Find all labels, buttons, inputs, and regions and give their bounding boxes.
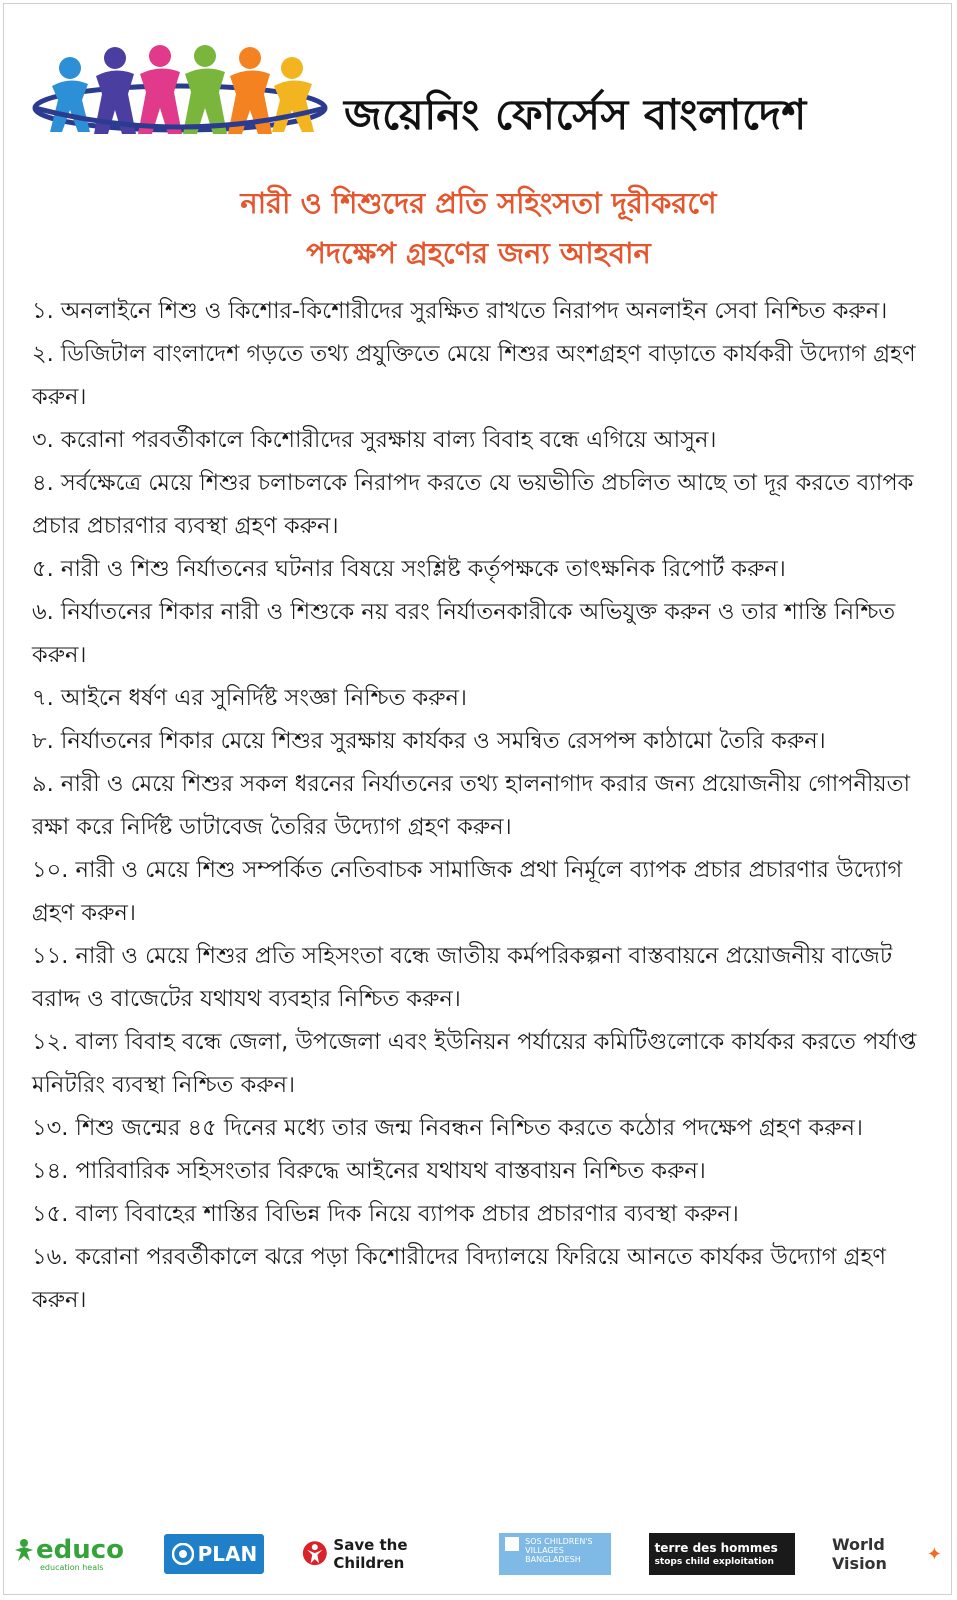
educo-logo xyxy=(12,1531,127,1577)
headline-line-1: নারী ও শিশুদের প্রতি সহিংসতা দূরীকরণে xyxy=(240,186,717,220)
list-item: ৯. নারী ও মেয়ে শিশুর সকল ধরনের নির্যাতনের তথ্য হালনাগাদ করার জন্য প্রয়োজনীয় গোপনীয়তা রক্ষা করে নির্দিষ্ট ডাটাবেজ তৈরির উদ্যোগ গ্রহণ করুন। xyxy=(32,771,911,840)
save-the-children-name: Save the Children xyxy=(333,1536,408,1572)
educo-figure-icon xyxy=(12,1538,36,1562)
list-item: ১৩. শিশু জন্মের ৪৫ দিনের মধ্যে তার জন্ম নিবন্ধন নিশ্চিত করতে কঠোর পদক্ষেপ গ্রহণ করুন। xyxy=(32,1115,863,1141)
save-the-children-logo xyxy=(302,1531,462,1577)
list-item: ১০. নারী ও মেয়ে শিশু সম্পর্কিত নেতিবাচক সামাজিক প্রথা নির্মূলে ব্যাপক প্রচার প্রচারণার উদ্যোগ গ্রহণ করুন। xyxy=(32,857,903,926)
list-item: ১৬. করোনা পরবর্তীকালে ঝরে পড়া কিশোরীদের বিদ্যালয়ে ফিরিয়ে আনতে কার্যকর উদ্যোগ গ্রহণ করুন। xyxy=(32,1244,886,1313)
joining-forces-logo xyxy=(30,36,330,146)
list-item: ১৫. বাল্য বিবাহের শাস্তির বিভিন্ন দিক নিয়ে ব্যাপক প্রচার প্রচারণার ব্যবস্থা করুন। xyxy=(32,1201,739,1227)
list-item: ১. অনলাইনে শিশু ও কিশোর-কিশোরীদের সুরক্ষিত রাখতে নিরাপদ অনলাইন সেবা নিশ্চিত করুন। xyxy=(32,298,888,324)
plan-circle-icon xyxy=(172,1543,194,1565)
org-name: জয়েনিং ফোর্সেস বাংলাদেশ xyxy=(344,90,807,139)
world-vision-star-icon: ✦ xyxy=(926,1543,942,1565)
list-item: ৫. নারী ও শিশু নির্যাতনের ঘটনার বিষয়ে সংশ্লিষ্ট কর্তৃপক্ষকে তাৎক্ষনিক রিপোর্ট করুন। xyxy=(32,556,786,582)
list-item: ৮. নির্যাতনের শিকার মেয়ে শিশুর সুরক্ষায় কার্যকর ও সমন্বিত রেসপন্স কাঠামো তৈরি করুন। xyxy=(32,728,826,754)
headline-line-2: পদক্ষেপ গ্রহণের জন্য আহবান xyxy=(306,236,651,270)
educo-name: educo xyxy=(36,1534,125,1565)
list-item: ৭. আইনে ধর্ষণ এর সুনির্দিষ্ট সংজ্ঞা নিশ্চিত করুন। xyxy=(32,685,467,711)
sos-name: SOS CHILDREN'S VILLAGES BANGLADESH xyxy=(525,1537,593,1564)
partner-logos xyxy=(12,1528,942,1580)
tdh-name: terre des hommes xyxy=(654,1541,778,1555)
sos-mark-icon xyxy=(505,1537,519,1551)
header xyxy=(22,30,932,150)
list-item: ৪. সর্বক্ষেত্রে মেয়ে শিশুর চলাচলকে নিরাপদ করতে যে ভয়ভীতি প্রচলিত আছে তা দূর করতে ব্যাপক প্রচার প্রচারণার ব্যবস্থা গ্রহণ করুন। xyxy=(32,470,914,539)
list-item: ১৪. পারিবারিক সহিসংতার বিরুদ্ধে আইনের যথাযথ বাস্তবায়ন নিশ্চিত করুন। xyxy=(32,1158,706,1184)
list-item: ৩. করোনা পরবর্তীকালে কিশোরীদের সুরক্ষায় বাল্য বিবাহ বন্ধে এগিয়ে আসুন। xyxy=(32,427,717,453)
world-vision-logo xyxy=(832,1531,942,1577)
sos-logo xyxy=(499,1533,611,1575)
plan-logo xyxy=(164,1534,264,1574)
educo-tagline: education heals xyxy=(40,1562,104,1572)
list-item: ১২. বাল্য বিবাহ বন্ধে জেলা, উপজেলা এবং ইউনিয়ন পর্যায়ের কমিটিগুলোকে কার্যকর করতে পর্যাপ্ত মনিটরিং ব্যবস্থা নিশ্চিত করুন। xyxy=(32,1029,917,1098)
list-item: ১১. নারী ও মেয়ে শিশুর প্রতি সহিসংতা বন্ধে জাতীয় কর্মপরিকল্পনা বাস্তবায়নে প্রয়োজনীয় বাজেট বরাদ্দ ও বাজেটের যথাযথ ব্যবহার নিশ্চিত করুন। xyxy=(32,943,893,1012)
save-the-children-figure-icon xyxy=(302,1537,328,1571)
headline xyxy=(0,178,957,278)
demands-list xyxy=(32,290,924,1322)
terre-des-hommes-logo xyxy=(649,1533,795,1575)
list-item: ৬. নির্যাতনের শিকার নারী ও শিশুকে নয় বরং নির্যাতনকারীকে অভিযুক্ত করুন ও তার শাস্তি নিশ্চিত করুন। xyxy=(32,599,896,668)
plan-name: PLAN xyxy=(197,1542,258,1566)
world-vision-name: World Vision xyxy=(831,1535,887,1573)
list-item: ২. ডিজিটাল বাংলাদেশ গড়তে তথ্য প্রযুক্তিতে মেয়ে শিশুর অংশগ্রহণ বাড়াতে কার্যকরী উদ্যোগ গ্রহণ করুন। xyxy=(32,341,916,410)
tdh-tagline: stops child exploitation xyxy=(654,1557,774,1567)
